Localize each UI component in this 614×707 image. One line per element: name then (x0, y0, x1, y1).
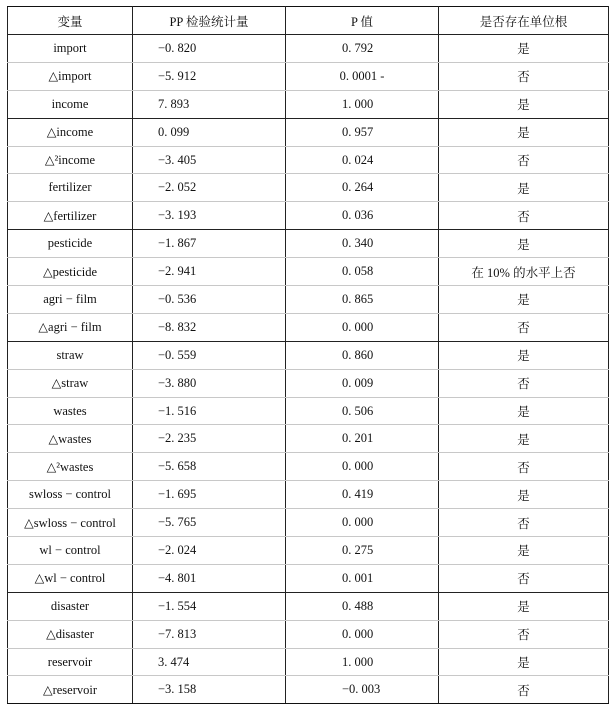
unit-root-cell: 是 (439, 537, 609, 565)
unit-root-cell: 否 (439, 202, 609, 230)
unit-root-cell: 否 (439, 453, 609, 481)
unit-root-cell: 否 (439, 676, 609, 704)
p-value-text: 0. 264 (342, 180, 374, 195)
table-row (8, 90, 609, 118)
p-value-text: 0. 506 (342, 403, 374, 418)
variable-cell: swloss − control (8, 481, 133, 509)
table-row (8, 648, 609, 676)
table-row (8, 564, 609, 592)
p-value-cell (286, 369, 439, 397)
unit-root-cell: 是 (439, 341, 609, 369)
variable-cell: △reservoir (8, 676, 133, 704)
table-row (8, 453, 609, 481)
table-row (8, 313, 609, 341)
unit-root-cell: 是 (439, 90, 609, 118)
header-unit-root: 是否存在单位根 (439, 7, 609, 35)
pp-statistic-cell: −5. 765 (133, 509, 286, 537)
variable-cell: income (8, 90, 133, 118)
table-row (8, 537, 609, 565)
p-value-text: 0. 000 (342, 626, 374, 641)
header-variable: 变量 (8, 7, 133, 35)
p-value-text: 0. 275 (342, 542, 374, 557)
p-value-text: 1. 000 (342, 654, 374, 669)
variable-cell: △import (8, 62, 133, 90)
p-value-cell (286, 537, 439, 565)
pp-statistic-cell: −7. 813 (133, 620, 286, 648)
pp-statistic-cell: −3. 405 (133, 146, 286, 174)
table-row (8, 230, 609, 258)
table-row (8, 397, 609, 425)
table-row (8, 509, 609, 537)
p-value-text: 0. 036 (342, 208, 374, 223)
p-value-text: 0. 201 (342, 431, 374, 446)
pp-statistic-cell: −5. 912 (133, 62, 286, 90)
p-value-text: 0. 058 (342, 264, 374, 279)
unit-root-cell: 否 (439, 146, 609, 174)
p-value-text: 0. 000 (342, 459, 374, 474)
pp-statistic-cell: −0. 536 (133, 286, 286, 314)
unit-root-cell: 是 (439, 286, 609, 314)
variable-cell: disaster (8, 592, 133, 620)
variable-cell: wl − control (8, 537, 133, 565)
pp-statistic-cell: −0. 820 (133, 35, 286, 63)
p-value-cell (286, 90, 439, 118)
p-value-cell (286, 481, 439, 509)
p-value-cell (286, 35, 439, 63)
p-value-text: 0. 488 (342, 598, 374, 613)
p-value-cell (286, 453, 439, 481)
p-value-cell (286, 258, 439, 286)
pp-statistic-cell: −2. 024 (133, 537, 286, 565)
pp-statistic-cell: −2. 052 (133, 174, 286, 202)
table-row (8, 174, 609, 202)
variable-cell: pesticide (8, 230, 133, 258)
p-value-text: −0. 003 (342, 682, 381, 697)
p-value-cell (286, 230, 439, 258)
pp-statistic-cell: −0. 559 (133, 341, 286, 369)
p-value-text: 0. 792 (342, 40, 374, 55)
table-row (8, 146, 609, 174)
pp-statistic-cell: −2. 941 (133, 258, 286, 286)
unit-root-cell: 否 (439, 620, 609, 648)
pp-statistic-cell: −1. 867 (133, 230, 286, 258)
p-value-cell (286, 425, 439, 453)
table-header (8, 7, 609, 35)
p-value-cell (286, 286, 439, 314)
p-value-cell (286, 341, 439, 369)
p-value-text: 0. 0001 - (339, 68, 385, 83)
p-value-cell (286, 564, 439, 592)
table-row (8, 676, 609, 704)
p-value-text: 0. 024 (342, 152, 374, 167)
table-row (8, 286, 609, 314)
pp-statistic-cell: −1. 554 (133, 592, 286, 620)
unit-root-cell: 是 (439, 230, 609, 258)
unit-root-test-table (7, 6, 609, 704)
table-row (8, 592, 609, 620)
pp-statistic-cell: −5. 658 (133, 453, 286, 481)
p-value-cell (286, 676, 439, 704)
p-value-cell (286, 313, 439, 341)
variable-cell: △fertilizer (8, 202, 133, 230)
p-value-cell (286, 592, 439, 620)
pp-statistic-cell: −4. 801 (133, 564, 286, 592)
table-row (8, 118, 609, 146)
p-value-text: 0. 340 (342, 236, 374, 251)
table-row (8, 258, 609, 286)
pp-statistic-cell: −3. 880 (133, 369, 286, 397)
variable-cell: △straw (8, 369, 133, 397)
unit-root-cell: 是 (439, 35, 609, 63)
unit-root-cell: 是 (439, 592, 609, 620)
pp-statistic-cell: −2. 235 (133, 425, 286, 453)
variable-cell: import (8, 35, 133, 63)
table-row (8, 369, 609, 397)
variable-cell: △income (8, 118, 133, 146)
p-value-cell (286, 202, 439, 230)
variable-cell: △²income (8, 146, 133, 174)
pp-statistic-cell: 7. 893 (133, 90, 286, 118)
variable-cell: △swloss − control (8, 509, 133, 537)
p-value-text: 0. 860 (342, 347, 374, 362)
p-value-text: 0. 865 (342, 291, 374, 306)
pp-statistic-cell: −3. 158 (133, 676, 286, 704)
table-body (8, 35, 609, 704)
p-value-cell (286, 620, 439, 648)
unit-root-cell: 是 (439, 118, 609, 146)
pp-statistic-cell: −3. 193 (133, 202, 286, 230)
variable-cell: △pesticide (8, 258, 133, 286)
p-value-cell (286, 146, 439, 174)
table-row (8, 481, 609, 509)
p-value-cell (286, 174, 439, 202)
p-value-cell (286, 509, 439, 537)
table-row (8, 202, 609, 230)
unit-root-cell: 在 10% 的水平上否 (439, 258, 609, 286)
variable-cell: straw (8, 341, 133, 369)
p-value-text: 0. 009 (342, 375, 374, 390)
variable-cell: △wl − control (8, 564, 133, 592)
table-row (8, 620, 609, 648)
variable-cell: △agri − film (8, 313, 133, 341)
unit-root-cell: 是 (439, 648, 609, 676)
table-row (8, 35, 609, 63)
unit-root-cell: 是 (439, 425, 609, 453)
unit-root-cell: 否 (439, 62, 609, 90)
unit-root-cell: 否 (439, 564, 609, 592)
pp-statistic-cell: 0. 099 (133, 118, 286, 146)
variable-cell: △²wastes (8, 453, 133, 481)
variable-cell: agri − film (8, 286, 133, 314)
unit-root-cell: 否 (439, 313, 609, 341)
variable-cell: wastes (8, 397, 133, 425)
p-value-cell (286, 118, 439, 146)
p-value-cell (286, 648, 439, 676)
unit-root-cell: 否 (439, 509, 609, 537)
pp-statistic-cell: −1. 516 (133, 397, 286, 425)
table-row (8, 425, 609, 453)
pp-statistic-cell: −1. 695 (133, 481, 286, 509)
header-p-value: P 值 (286, 7, 439, 35)
header-pp-statistic: PP 检验统计量 (133, 7, 286, 35)
table-row (8, 62, 609, 90)
p-value-cell (286, 397, 439, 425)
p-value-text: 1. 000 (342, 96, 374, 111)
variable-cell: △disaster (8, 620, 133, 648)
variable-cell: fertilizer (8, 174, 133, 202)
p-value-text: 0. 001 (342, 570, 374, 585)
variable-cell: reservoir (8, 648, 133, 676)
p-value-text: 0. 000 (342, 319, 374, 334)
p-value-text: 0. 957 (342, 124, 374, 139)
unit-root-test-table-container (7, 6, 608, 704)
p-value-text: 0. 000 (342, 515, 374, 530)
unit-root-cell: 否 (439, 369, 609, 397)
unit-root-cell: 是 (439, 174, 609, 202)
header-row (8, 7, 609, 35)
p-value-text: 0. 419 (342, 487, 374, 502)
unit-root-cell: 是 (439, 397, 609, 425)
table-row (8, 341, 609, 369)
pp-statistic-cell: −8. 832 (133, 313, 286, 341)
pp-statistic-cell: 3. 474 (133, 648, 286, 676)
unit-root-cell: 是 (439, 481, 609, 509)
variable-cell: △wastes (8, 425, 133, 453)
p-value-cell (286, 62, 439, 90)
